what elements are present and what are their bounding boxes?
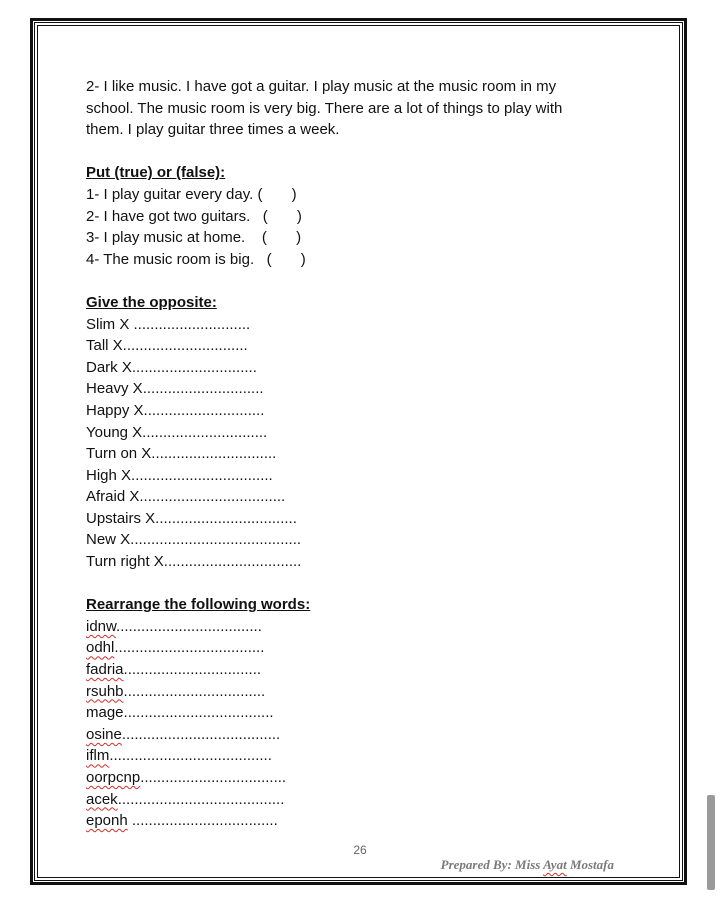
scrambled-word: rsuhb (86, 682, 124, 700)
rearrange-item (86, 745, 626, 767)
true-false-item: 1- I play guitar every day. ( ) (86, 185, 297, 203)
rearrange-item (86, 702, 626, 724)
rearrange-item (86, 789, 626, 811)
answer-blank: ........................................ (117, 790, 285, 808)
answer-blank: ...................................... (121, 725, 281, 743)
scrambled-word: fadria (86, 661, 124, 679)
prepared-by-credit (441, 857, 614, 873)
answer-blank: ................................. (123, 661, 262, 679)
answer-blank: ................................... (116, 617, 262, 635)
passage-line-2: school. The music room is very big. There are a lot of things to play with (86, 99, 563, 117)
scrambled-word: odhl (86, 639, 115, 657)
answer-blank: .................................... (114, 639, 265, 657)
page-number: 26 (353, 843, 367, 857)
author-first-name: Ayat (543, 857, 567, 872)
passage-line-1: 2- I like music. I have got a guitar. I play music at the music room in my (86, 78, 557, 95)
answer-blank: ................................... (127, 812, 278, 830)
scrambled-word: acek (86, 790, 118, 808)
rearrange-item (86, 681, 626, 703)
rearrange-item (86, 810, 626, 832)
opposite-item: Turn right X................................. (86, 553, 302, 571)
true-false-item: 2- I have got two guitars. ( ) (86, 207, 302, 225)
opposite-item: Slim X ............................ (86, 315, 251, 333)
opposite-item: Upstairs X.................................. (86, 509, 297, 527)
rearrange-item (86, 724, 626, 746)
scrambled-word: iflm (86, 747, 110, 765)
true-false-heading: Put (true) or (false): (86, 164, 226, 182)
rearrange-item (86, 659, 626, 681)
opposite-item: Afraid X................................... (86, 488, 286, 506)
opposite-item: Heavy X............................. (86, 380, 264, 398)
passage-line-3: them. I play guitar three times a week. (86, 121, 340, 139)
rearrange-heading: Rearrange the following words: (86, 596, 311, 614)
true-false-item: 4- The music room is big. ( ) (86, 250, 306, 268)
true-false-section (86, 162, 626, 270)
opposite-item: High X.................................. (86, 466, 273, 484)
author-last-name: Mostafa (566, 857, 614, 872)
worksheet-content (86, 76, 626, 853)
opposite-item: Tall X.............................. (86, 337, 248, 355)
opposite-item: New X......................................... (86, 531, 302, 549)
opposite-item: Turn on X.............................. (86, 445, 277, 463)
true-false-item: 3- I play music at home. ( ) (86, 229, 302, 247)
rearrange-item (86, 616, 626, 638)
answer-blank: .................................... (123, 704, 274, 722)
answer-blank: ....................................... (109, 747, 272, 765)
scrambled-word: oorpcnp (86, 769, 141, 786)
scrambled-word: osine (86, 725, 122, 743)
prepared-prefix: Prepared By: Miss (440, 857, 544, 872)
opposite-item: Dark X.............................. (86, 358, 257, 376)
opposite-item: Happy X............................. (86, 401, 265, 419)
scrambled-word: idnw (86, 617, 117, 635)
opposite-section (86, 292, 626, 573)
scrambled-word: mage (86, 704, 124, 722)
rearrange-item (86, 637, 626, 659)
opposite-item: Young X.............................. (86, 423, 268, 441)
answer-blank: ................................... (140, 769, 287, 786)
rearrange-section (86, 594, 626, 832)
answer-blank: .................................. (123, 682, 266, 700)
opposite-heading: Give the opposite: (86, 293, 217, 311)
scrambled-word: eponh (86, 812, 128, 830)
reading-passage (86, 76, 626, 141)
rearrange-item (86, 767, 626, 789)
vertical-scrollbar-thumb[interactable] (707, 795, 715, 890)
